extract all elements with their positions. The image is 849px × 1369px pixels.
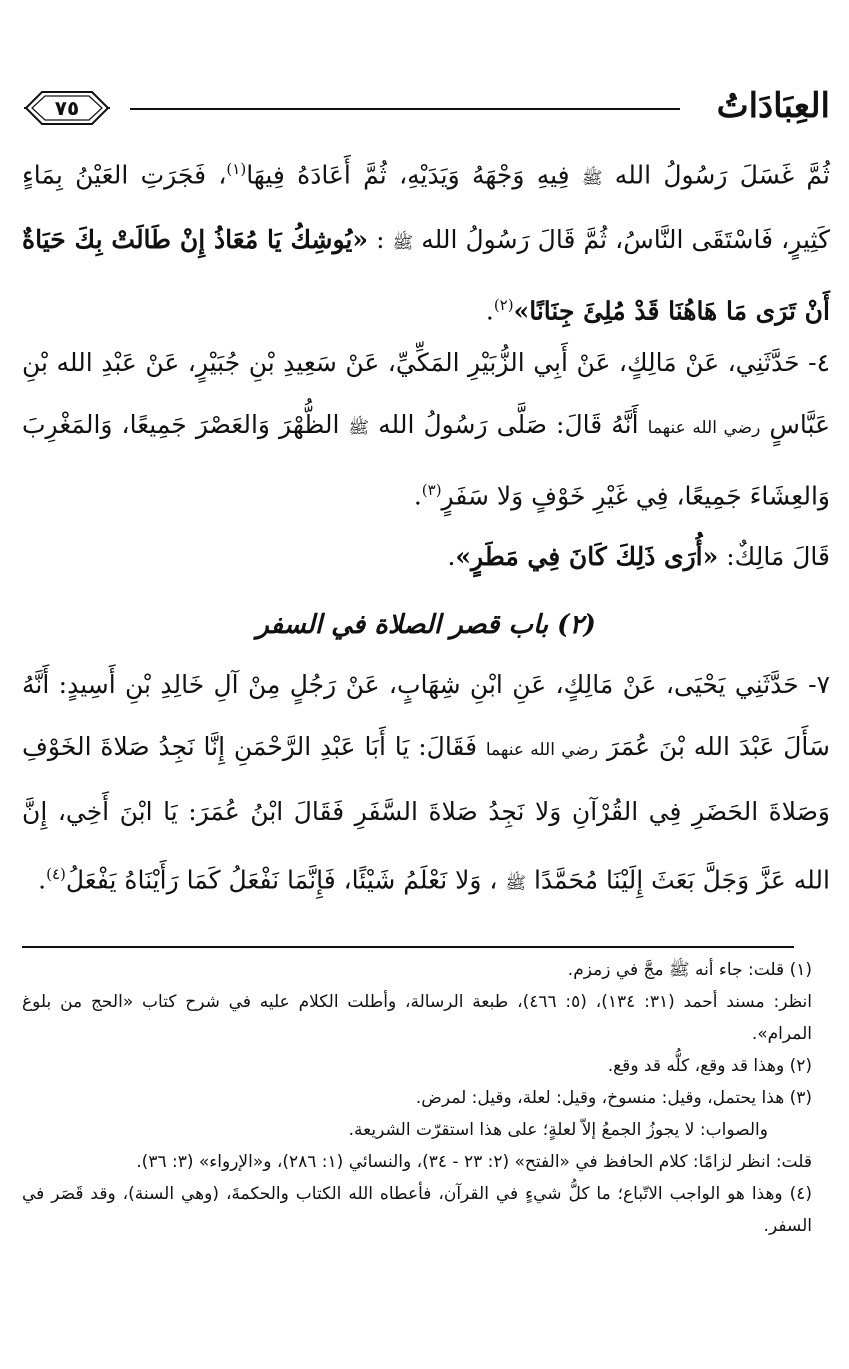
text: ثُمَّ غَسَلَ رَسُولُ الله (614, 160, 830, 190)
paragraph-1 (22, 138, 830, 343)
section-title: (٢) باب قصر الصلاة في السفر (256, 610, 596, 640)
footnote-2: (٢) وهذا قد وقع، كلُّه قد وقع. (607, 1056, 812, 1076)
running-title: العِبَادَاتُ (716, 86, 830, 126)
honorific: ﷺ (505, 873, 526, 894)
text: ، فَجَرَتِ العَيْنُ بِمَاءٍ كَثِيرٍ، فَاسْتَقَى النَّاسُ، ثُمَّ قَالَ رَسُولُ الله (22, 160, 830, 255)
text: . (413, 481, 422, 511)
text: . (447, 542, 456, 571)
honorific: رضي الله عنهما (647, 418, 761, 438)
text: الظُّهْرَ وَالعَصْرَ جَمِيعًا، وَالمَغْرِبَ وَالعِشَاءَ جَمِيعًا، فِي غَيْرِ خَوْفٍ وَلا سَفَرٍ (22, 410, 830, 511)
text: فِيهِ وَجْهَهُ وَيَدَيْهِ، ثُمَّ أَعَادَهُ فِيهَا (246, 160, 570, 190)
hadith-quote: «يُوشِكُ يَا مُعَاذُ إِنْ طَالَتْ بِكَ حَيَاةٌ أَنْ تَرَى مَا هَاهُنَا قَدْ مُلِئَ جِنَانًا» (22, 225, 830, 326)
text: . (485, 296, 494, 326)
paragraph-2 (22, 332, 830, 527)
text: ٧- حَدَّثَنِي يَحْيَى، عَنْ مَالِكٍ، عَنِ ابْنِ شِهَابٍ، عَنْ رَجُلٍ مِنْ آلِ خَالِدِ بْنِ أَسِيدٍ: أَنَّهُ سَأَلَ عَبْدَ الله بْنَ عُمَرَ (22, 670, 830, 761)
page-number-frame (24, 90, 110, 126)
footnote-rule (22, 946, 794, 948)
page-number: ٧٥ (54, 96, 80, 120)
header-rule (130, 108, 680, 110)
footnote-1-source: انظر: مسند أحمد (٣١: ١٣٤)، (٥: ٤٦٦)، طبعة الرسالة، وأطلت الكلام عليه في شرح كتاب «الحج من بلوغ المرام». (22, 992, 812, 1044)
malik-quote: «أُرَى ذَلِكَ كَانَ فِي مَطَرٍ» (455, 542, 719, 571)
text: أَنَّهُ قَالَ: صَلَّى رَسُولُ الله (378, 410, 639, 439)
honorific: رضي الله عنهما (485, 740, 599, 760)
text: ، وَلا نَعْلَمُ شَيْئًا، فَإِنَّمَا نَفْعَلُ كَمَا رَأَيْنَاهُ يَفْعَلُ (65, 865, 498, 895)
honorific: ﷺ (348, 418, 370, 438)
footnote-ref-4: (٤) (46, 865, 66, 883)
page-header (10, 82, 830, 134)
text: ٤- حَدَّثَنِي، عَنْ مَالِكٍ، عَنْ أَبِي الزُّبَيْرِ المَكِّيِّ، عَنْ سَعِيدِ بْنِ جُبَيْرٍ، عَنْ عَبْدِ الله بْنِ عَبَّاسٍ (22, 348, 830, 439)
footnote-ref-3: (٣) (421, 481, 442, 499)
paragraph-3 (22, 526, 830, 588)
honorific: ﷺ (581, 168, 603, 189)
footnote-ref-2: (٢) (493, 296, 514, 315)
text: : (376, 225, 385, 255)
text: فَقَالَ: يَا أَبَا عَبْدِ الرَّحْمَنِ إِنَّا نَجِدُ صَلاةَ الخَوْفِ وَصَلاةَ الحَضَرِ فِي القُرْآنِ وَلا نَجِدُ صَلاةَ السَّفَرِ فَقَالَ ابْنُ عُمَرَ: يَا ابْنَ أَخِي، إِنَّ الله عَزَّ وَجَلَّ بَعَثَ إِلَيْنَا مُحَمَّدًا (22, 732, 830, 895)
text: . (38, 865, 47, 895)
footnote-3-correct: والصواب: لا يجوزُ الجمعُ إلاّ لعلةٍ؛ على هذا استقرّت الشريعة. (348, 1120, 768, 1140)
footnote-1: (١) قلت: جاء أنه ﷺ مجَّ في زمزم. (567, 960, 812, 980)
text: قَالَ مَالِكٌ: (726, 542, 830, 571)
footnote-3: (٣) هذا يحتمل، وقيل: منسوخ، وقيل: لعلة، وقيل: لمرض. (415, 1088, 812, 1108)
honorific: ﷺ (392, 233, 414, 254)
footnote-ref-1: (١) (226, 160, 247, 178)
footnotes (22, 954, 812, 1242)
footnote-4: (٤) وهذا هو الواجب الاتّباع؛ ما كلُّ شيءٍ في القرآن، فأعطاه الله الكتاب والحكمةَ، (وهي السنة)، وقد قَصَر في السفر. (22, 1184, 812, 1236)
paragraph-4 (22, 654, 830, 914)
footnote-3-source: قلت: انظر لزامًا: كلام الحافظ في «الفتح» (٢: ٢٣ - ٣٤)، والنسائي (١: ٢٨٦)، و«الإرواء» (٣: ٣٦). (136, 1152, 812, 1172)
